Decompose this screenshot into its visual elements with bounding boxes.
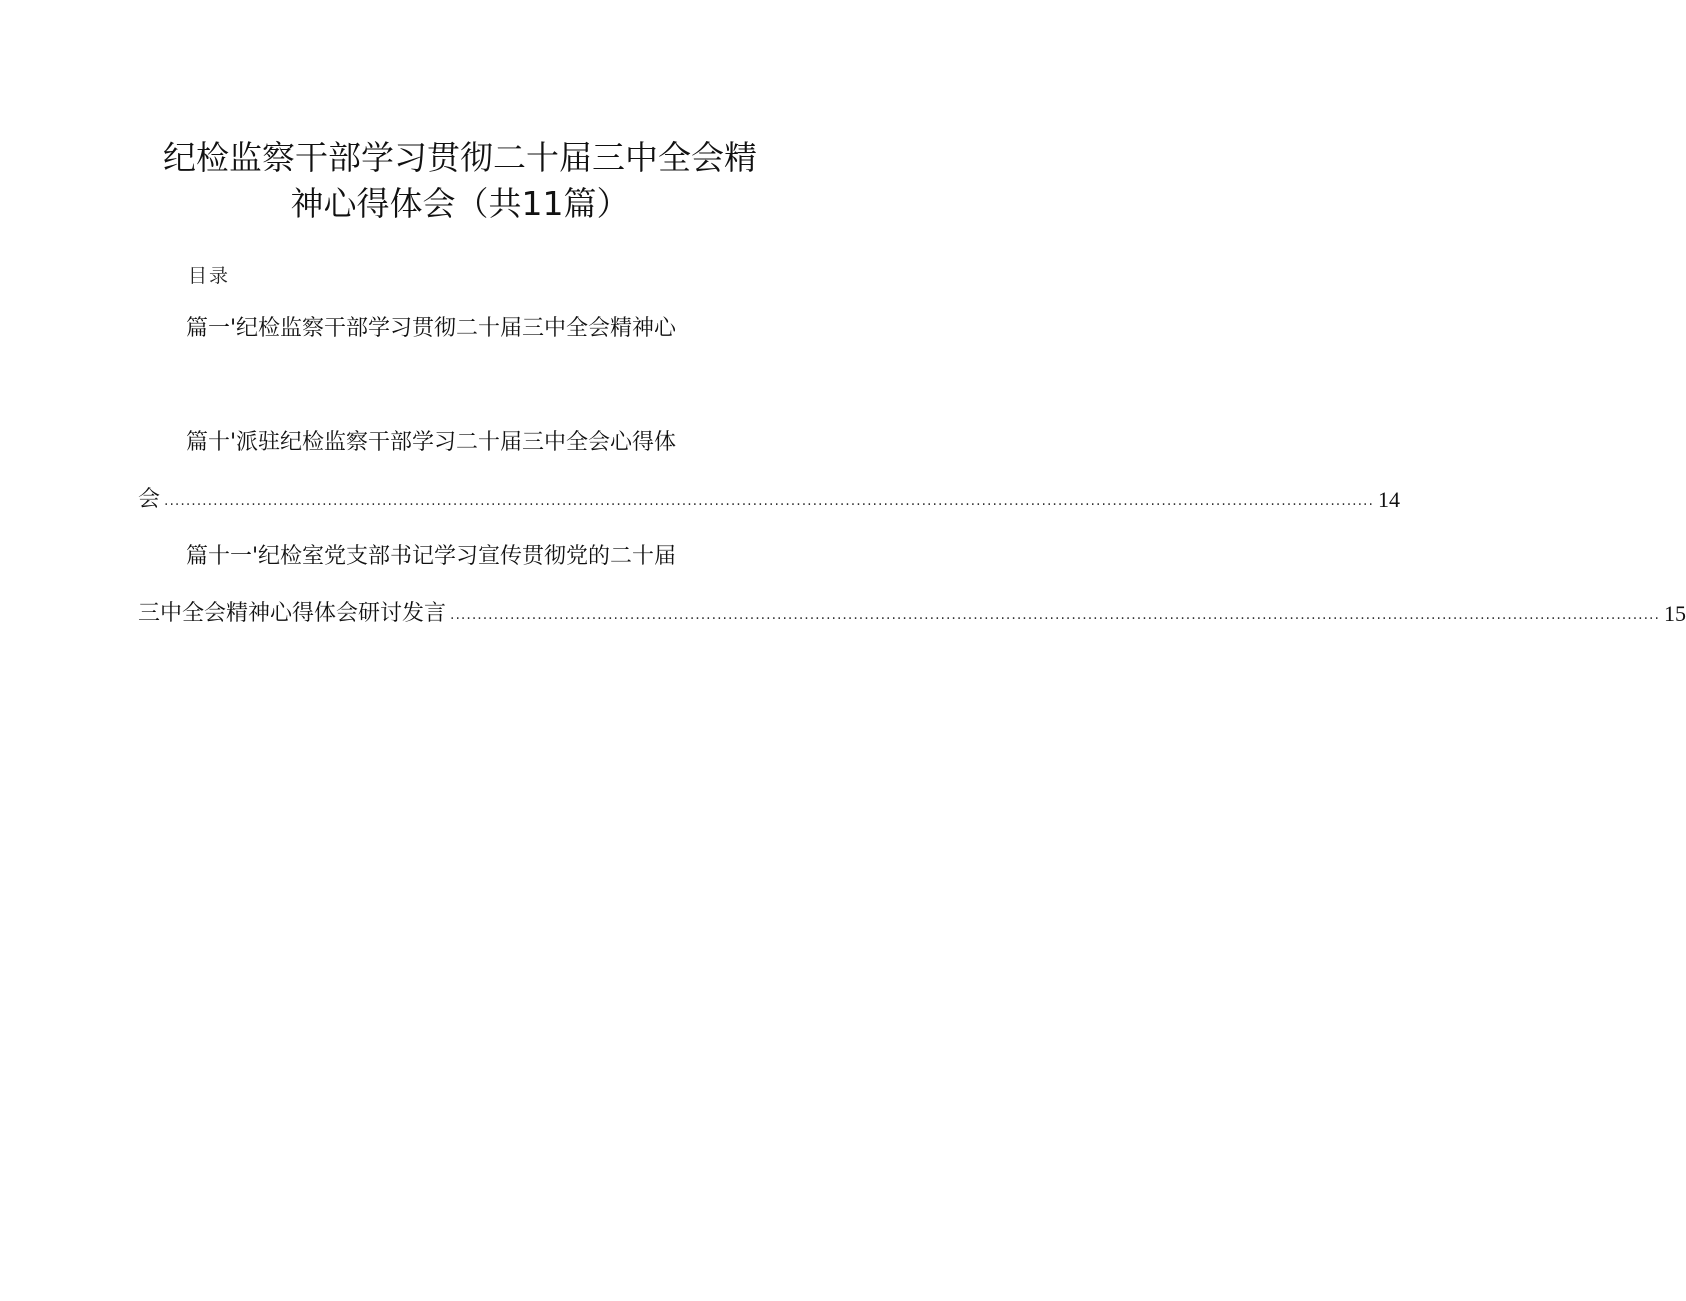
toc-entry-2-leader: ..............................................................................................................................................................................................................................: [164, 493, 1374, 509]
toc-entry-3-line2: 三中全会精神心得体会研讨发言: [138, 601, 447, 626]
toc-entry-2-row[interactable]: [138, 484, 1400, 516]
toc-entry-2-line2: 会: [138, 487, 161, 512]
toc-entry-3-row[interactable]: [138, 598, 1686, 630]
toc-heading: 目录: [188, 265, 231, 287]
document-title-line1: 纪检监察干部学习贯彻二十届三中全会精: [163, 138, 757, 177]
toc-entry-1-line1[interactable]: 篇一'纪检监察干部学习贯彻二十届三中全会精神心: [186, 316, 677, 341]
toc-entry-2-line1[interactable]: 篇十'派驻纪检监察干部学习二十届三中全会心得体: [186, 430, 677, 455]
toc-entry-3-page-number: 15: [1663, 601, 1686, 626]
toc-entry-3-line1[interactable]: 篇十一'纪检室党支部书记学习宣传贯彻党的二十届: [186, 544, 677, 569]
toc-entry-3-leader: ..............................................................................................................................................................................................................................: [450, 607, 1660, 623]
toc-entry-2-page-number: 14: [1377, 487, 1400, 512]
document-title-line2: 神心得体会（共11篇）: [290, 184, 630, 223]
